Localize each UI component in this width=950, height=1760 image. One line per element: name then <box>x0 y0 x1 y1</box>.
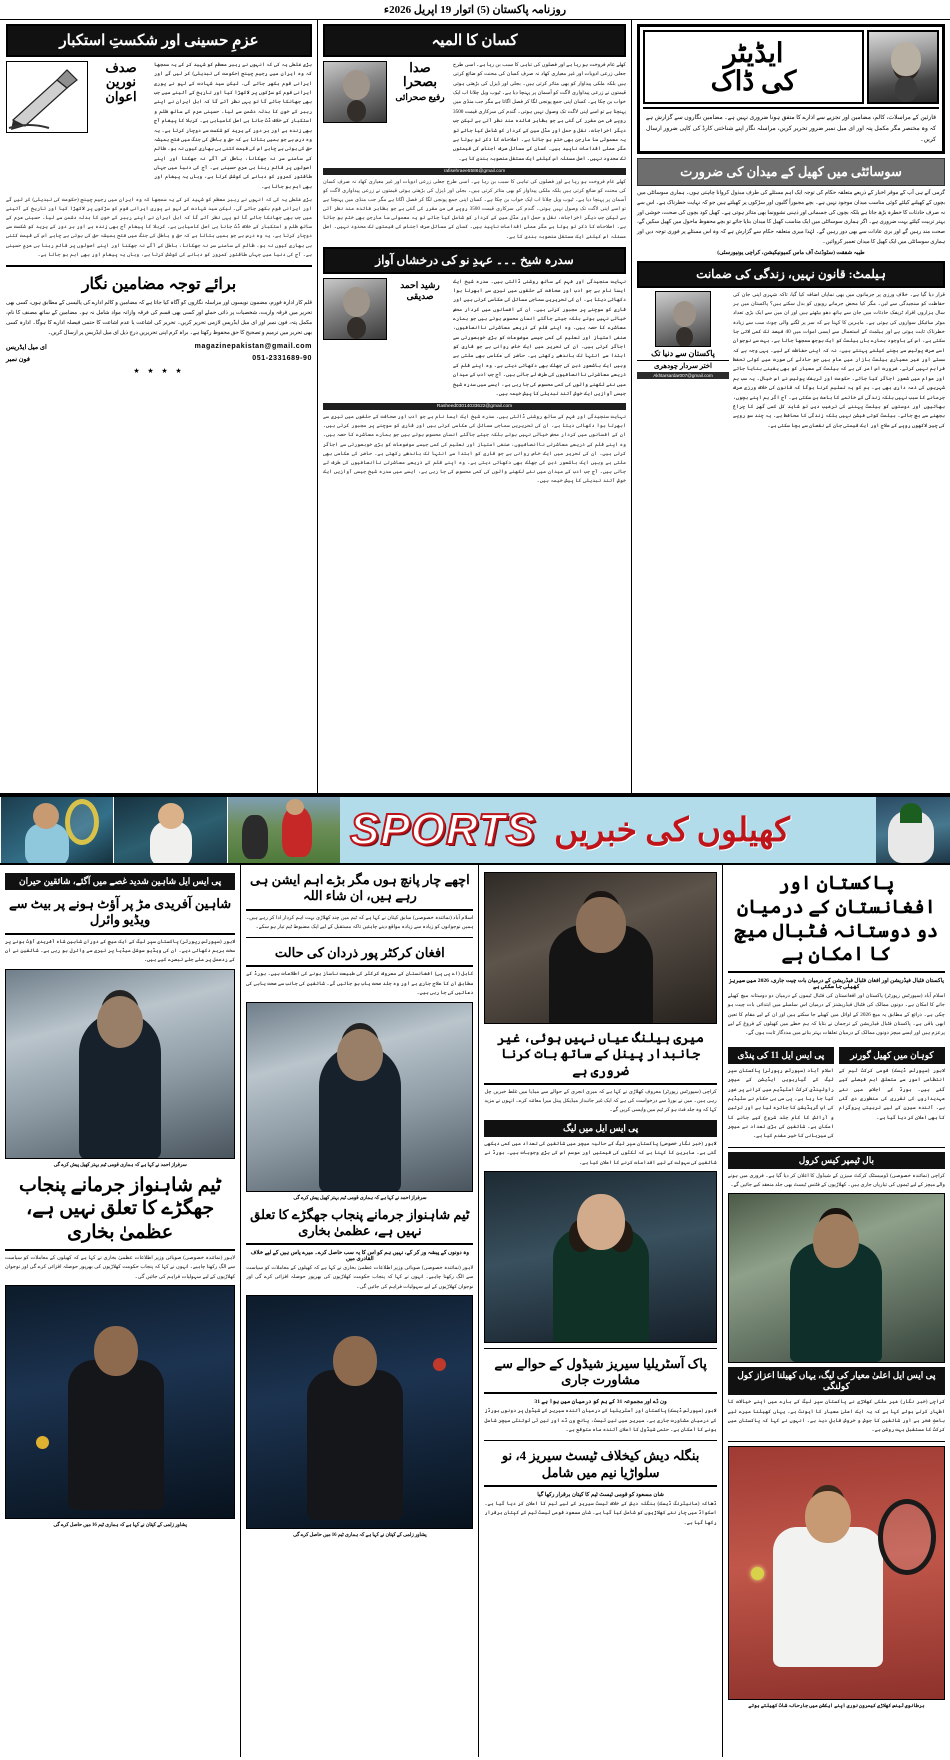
sports-brief-c-body: کراچی (نمائندہ خصوصی) ڈومیسٹک کرکٹ سیزن کے شیڈول کا اعلان کر دیا گیا ہے۔ فروری میں ہونے والے میچز کے لیے ٹیموں کی تیاریاں جاری ہیں۔ کھلاڑیوں کے فٹنس ٹیسٹ بھی جلد منعقد کیے جائیں گے۔ <box>727 1172 945 1189</box>
editors-mail-column <box>632 20 950 793</box>
article-kisan-body: کھلے عام فروخت ہو رہا ہے اور فصلوں کی تباہی کا سبب بن رہا ہے۔ اسی طرح جعلی زرعی ادویات اور غیر معیاری کھاد نہ صرف کسان کی محنت کو ضائع کرتی ہیں بلکہ ملکی پیداوار کو بھی متاثر کرتی ہیں۔ بجلی اور ڈیزل کی بڑھتی ہوئی قیمتوں نے زرعی پیداواری لاگت کو آسمان پر پہنچا دیا ہے۔ ٹیوب ویل چلانا اب ایک خواب بن چکا ہے۔ کسان اپنی جمع پونجی لگا کر فصل اگاتا ہے مگر جب منڈی میں پہنچتا ہے تو اسے اپنی لاگت تک وصول نہیں ہوتی۔ گندم کی سرکاری قیمت 3500 روپے فی من مقرر کی گئی ہے جو بظاہر فائدہ مند نظر آتی ہے لیکن جب دیگر اخراجات، نقل و حمل اور مڈل مین کے کردار کو شامل کیا جائے تو یہ معمولی سا مارجن بھی ختم ہو جاتا ہے۔ اصلاحات کا ذکر تو ہوتا ہے مگر عملی اقدامات ناپید ہیں۔ کسان کے مسائل صرف اجناس کی قیمتوں تک محدود نہیں۔ اصل مسئلہ اس کیلئے ایک مستقل منصوبہ بندی کا ہے۔ <box>323 178 626 240</box>
sports-two-briefs <box>728 1043 945 1142</box>
article-azm-lead: بڑی غلطی یہ کی کہ انہوں نے رہبر معظم کو شہید کر کے یہ سمجھا کہ وہ ایران میں رجیم چینج (حکومت کی تبدیلی) کر لیں گے اور ایرانی قوم بکھر جائے گی۔ لیکن سید شہادت کے لہو نے پوری ایرانی قوم کو سڑکوں پر لاکھڑا کیا اور تاریخ کے آئینے میں جب بھی جھانکا جائے گا تو یہی نظر آئے گا کہ اہل ایران نے اپنے رہبر کے خون کا بدلہ دشمن سے لیا۔ حسینی عزم کے ساتھ ظلم و استکبار کے خلاف ڈٹ جانا ہی اصل کامیابی ہے۔ کربلا کا پیغام آج بھی زندہ ہے اور ہر دور کے یزید کو شکست سے دوچار کرتا ہے۔ یہ وہ درس ہے جو ہمیں بتاتا ہے کہ حق و باطل کی جنگ میں فتح ہمیشہ حق کی ہوتی ہے چاہے اس کی قیمت کتنی ہی بھاری کیوں نہ ہو۔ ظالم کے سامنے سر نہ جھکانا، باطل کے آگے نہ جھکنا اور اپنے اصولوں پر قائم رہنا ہی عزمِ حسینی ہے۔ آج کی دنیا میں جہاں طاقتور کمزور کو دبانے کی کوشش کرتا ہے، وہاں یہ پیغام اور بھی اہم ہو جاتا ہے۔ <box>154 62 312 190</box>
tennis-photo-caption: برطانوی ٹینس کھلاڑی کیمرون نوری اپنے ایکشن میں جارحانہ شاٹ کھیلتے ہوئے <box>748 1703 925 1709</box>
tennis-man-photo <box>0 797 113 863</box>
sports-banner-word: SPORTS <box>350 805 537 854</box>
sports-item-7-headline: اچھے چار پانچ ہوں مگر بڑے اہم ایشن ہی رہے ہیں، ان شاء اللہ <box>246 869 473 911</box>
sports-divider-1 <box>722 865 723 1757</box>
article-kisan-author: رفیع صحرائی <box>395 91 445 102</box>
pen-writing-icon <box>6 61 88 133</box>
article-sidra <box>323 247 626 486</box>
writers-notice-box <box>6 265 312 375</box>
article-azm <box>6 24 312 260</box>
sports-brief-c-kicker: بال ٹیمپر کیس کرول <box>728 1152 945 1169</box>
sports-column-2 <box>479 865 721 1757</box>
writers-notice-email-label: ای میل ایڈریس <box>6 343 47 351</box>
head-coach-photo <box>246 1002 473 1192</box>
editors-mail-title-line2: کی ڈاک <box>710 66 797 96</box>
sports-item-6-body: کابل (اے پی پی) افغانستان کے معروف کرکٹر کی طبیعت ناساز ہونے کی اطلاعات ہیں۔ بورڈ کے مطابق ان کا علاج جاری ہے اور وہ جلد صحت یاب ہو جائیں گے۔ شائقین کی جانب سے صحت یابی کی دعائیں کی جا رہی ہیں۔ <box>246 971 474 997</box>
writers-notice-phone-label: فون نمبر <box>6 355 30 363</box>
article-kisan-byline <box>323 61 626 164</box>
sports-brief-a-body: لاہور (سپورٹس ڈیسک) قومی کرکٹ ٹیم کے انتظامی امور سے متعلق اہم فیصلے کیے گئے ہیں۔ بورڈ کے اجلاس میں نئے عہدیداروں کی تقرری کی منظوری دی گئی ہے۔ آئندہ سیزن کے لیے تربیتی پروگرام کا بھی اعلان کر دیا گیا ہے۔ <box>838 1067 945 1121</box>
article-sidra-email: Rasheed03014033622@gmail.com <box>323 403 626 410</box>
feature-helmet-author-card <box>637 291 729 379</box>
article-azm-byline <box>6 61 312 192</box>
article-kisan <box>323 24 626 242</box>
fast-bowler-action-photo <box>246 1295 473 1529</box>
article-sidra-author-photo <box>323 278 387 340</box>
sports-column-1 <box>723 865 950 1757</box>
editors-mail-header <box>643 30 939 109</box>
sports-item-5-body: لاہور (خبر نگار خصوصی) پاکستان سپر لیگ کے حالیہ میچز میں شائقین کی تعداد میں کمی دیکھی گئی ہے۔ ماہرین کا کہنا ہے کہ ٹکٹوں کی قیمتیں اور موسم اس کی بڑی وجوہات ہیں۔ بورڈ نے شائقین کی سہولت کے لیے اقدامات کرنے کا اعلان کیا ہے۔ <box>484 1140 717 1166</box>
sports-brief-b-body: اسلام آباد (سپورٹس رپورٹر) پاکستان سپر لیگ کے گیارہویں ایڈیشن کے میچز راولپنڈی کرکٹ اسٹیڈیم میں کرانے پر غور کیا جا رہا ہے۔ پی سی بی حکام نے سٹیڈیم کی اپ گریڈیشن کا جائزہ لیا ہے اور تزئین و آرائش کا کام جلد شروع کیے جانے کا امکان ہے۔ شائقین کی بڑی تعداد نے میچز کی میزبانی کا خیر مقدم کیا ہے۔ <box>727 1067 834 1140</box>
team-manager-caption: سرفراز احمد نے کہا ہے کہ ہماری قومی ٹیم بہتر کھیل پیش کرے گی <box>53 1162 187 1168</box>
editors-mail-note: قارئین کے مراسلات، کالم، مضامین اور تجزیے سے ادارے کا متفق ہونا ضروری نہیں ہے۔ مضامین نگاروں سے گزارش ہے کہ وہ مختصر مگر مکمل پتہ اور ای میل نمبر ضرور تحریر کریں، مراسلہ نگار اپنے شناختی کارڈ کی کاپی ضرور ارسال کریں۔ <box>646 115 936 144</box>
masthead <box>0 0 950 20</box>
article-kisan-author-photo <box>323 61 387 123</box>
left-column <box>1 20 317 793</box>
letter-playground-body: گرمی آتے ہی آپ کے موقر اخبار کے ذریعے متعلقہ حکام کی توجہ ایک اہم مسئلے کی طرف مبذول کروانا چاہتی ہوں۔ ہماری سوسائٹی میں بچوں کے کھیلنے کیلئے کوئی مناسب میدان موجود نہیں ہے۔ بچے مجبوراً گلیوں اور سڑکوں پر کھیلتے ہیں جو کہ نہایت خطرناک ہے۔ اس سے نہ صرف حادثات کا خطرہ بڑھ جاتا ہے بلکہ بچوں کی جسمانی اور ذہنی نشوونما بھی متاثر ہوتی ہے۔ کھیل کود بچوں کی صحت، خوشی اور بہتر تربیت کیلئے بہت ضروری ہے۔ اگر ہماری سوسائٹی میں ایک مناسب کھیل کا میدان بنایا جائے تو بچے محفوظ ماحول میں کھیل سکیں گے، صحت مند رہیں گے اور بری عادات سے بھی دور رہیں گے۔ لہٰذا میری متعلقہ حکام سے گزارش ہے کہ وہ اس مسئلے پر فوری توجہ دیں اور ہماری سوسائٹی میں ایک کھیل کا میدان تعمیر کروائیں۔ <box>637 190 945 245</box>
sports-item-10-headline: شاہین آفریدی مڑ پر آؤٹ ہونے پر بیٹ سے ویڈیو وائرل <box>5 893 235 935</box>
editors-mail-box <box>637 24 945 154</box>
football-players-photo <box>227 797 340 863</box>
sports-item-8-headline: پاک آسٹریلیا سیریز شیڈول کے حوالے سے مشاورت جاری <box>484 1353 716 1395</box>
writers-notice-email[interactable]: magazinepakistan@gmail.com <box>194 343 312 351</box>
sports-item-9-subline: شان مسعود کو قومی ٹیسٹ ٹیم کا کپتان برقرار رکھا گیا <box>537 1491 664 1498</box>
sports-item-5-kicker: پی ایس ایل میں لیگ <box>484 1120 716 1137</box>
feature-helmet <box>637 261 945 431</box>
article-azm-headline: عزمِ حسینی اور شکستِ استکبار <box>6 24 312 57</box>
editors-mail-title <box>643 30 864 104</box>
feature-helmet-email: Akhtarsardar007@gmail.com <box>637 372 729 379</box>
sports-lead-subhead: پاکستان فٹبال فیڈریشن اور افغان فٹبال فیڈریشن کے درمیان بات چیت جاری، 2026 میں سیریز کھیلی جا سکتی ہے <box>728 978 944 990</box>
cricket-batsman-photo <box>876 797 950 863</box>
sports-column-3 <box>241 865 478 1757</box>
feature-helmet-lead: قرار دیا گیا ہے۔ خلاف ورزی پر جرمانوں میں بھی نمایاں اضافہ کیا گیا، تاکہ شہری اپنی جان کی حفاظت کو سنجیدگی سے لیں۔ مگر کیا محض جرمانے رویوں کو بدل سکتے ہیں؟ پاکستان میں ہر سال ہزاروں افراد ٹریفک حادثات میں جان سے ہاتھ دھو بیٹھتے ہیں اور ان میں سے ایک بڑی تعداد موٹر سائیکل سواروں کی ہوتی ہے۔ ماہرین کا کہنا ہے کہ سر پر لگنے والی چوٹ سب سے زیادہ خطرناک ثابت ہوتی ہے اور ہیلمٹ کے استعمال سے ایسی اموات میں 40 فیصد تک کمی لائی جا سکتی ہے۔ اس کے باوجود ہمارے ہاں ہیلمٹ کو ایک بوجھ سمجھا جاتا ہے۔ بہت سے نوجوان اسے صرف پولیس سے بچنے کیلئے پہنتے ہیں، نہ کہ اپنی حفاظت کے لیے۔ یہی وجہ ہے کہ سستے اور غیر معیاری ہیلمٹ بازار میں عام ہیں جو حادثے کی صورت میں کوئی تحفظ فراہم نہیں کرتے۔ ضرورت اس امر کی ہے کہ ہیلمٹ کے معیار کو بھی یقینی بنایا جائے اور عوام میں شعور اجاگر کیا جائے۔ حکومت اور ٹریفک پولیس نے اس خیال۔ یہ سب ہم شہریوں کی ذمہ داری بھی ہے۔ ہم کو یہ تسلیم کرنا ہوگا کہ قانون کی خلاف ورزی صرف جرمانے کا سبب نہیں بلکہ زندگی کے خاتمے کا باعث بن سکتی ہے۔ آج اگر ہم اپنے بچوں، بھائیوں اور دوستوں کو ہیلمٹ پہننے کی ترغیب دیں تو شاید کل کسی گھر کا چراغ بجھنے سے بچ جائے۔ ہیلمٹ کوئی فیشن نہیں بلکہ زندگی کا محافظ ہے۔ یہ چند سو روپے کی چیز لاکھوں روپے کے علاج اور ایک قیمتی جان کے نقصان سے بچا سکتی ہے۔ <box>733 291 945 429</box>
sports-item-9-headline: بنگلہ دیش کیخلاف ٹیسٹ سیریز 4، نو سلواڑیا نیم میں شامل <box>484 1445 716 1487</box>
sports-item-9-body: ڈھاکہ (مانیٹرنگ ڈیسک) بنگلہ دیش کے خلاف ٹیسٹ سیریز کے لیے ٹیم کا اعلان کر دیا گیا ہے۔ اسکواڈ میں چار نئے کھلاڑیوں کو شامل کیا گیا ہے۔ شان مسعود قومی ٹیسٹ ٹیم کے کپتان برقرار رکھا گیا ہے۔ <box>484 1500 717 1526</box>
article-sidra-headline: سدرہ شیخ ۔۔۔ عہدِ نو کی درخشاں آواز <box>323 247 626 274</box>
afridi-portrait-photo <box>484 872 716 1024</box>
author-portrait-photo <box>655 291 711 347</box>
sports-item-11-headline: ٹیم شاہنواز جرمانے پنجاب جھگڑے کا تعلق نہیں ہے، عظمیٰ بخاری <box>246 1204 473 1246</box>
article-kisan-column-name: صدا بصحرا <box>402 60 438 90</box>
sports-item-11-subline: وہ دونوں کے پیشہ ور کر کے، نہیں ہم کو اس کا یہ سب حاصل کرے۔ میرے پاس ہیں کے لیے خلاف القادری میں <box>250 1250 470 1263</box>
sports-banner <box>0 795 950 865</box>
sports-item-11-body: لاہور (نمائندہ خصوصی) صوبائی وزیر اطلاعات عظمیٰ بخاری نے کہا ہے کہ کھیلوں کے معاملات کو سیاست سے الگ رکھنا چاہیے۔ انہوں نے کہا کہ پنجاب حکومت کھلاڑیوں کی بھرپور حوصلہ افزائی کرے گی اور نوجوان کھلاڑیوں کے لیے سہولیات فراہم کی جائیں گی۔ <box>246 1265 474 1290</box>
sports-item-4-body: کراچی (سپورٹس رپورٹر) معروف کھلاڑی نے کہا ہے کہ میری انجری کے حوالے سے میڈیا میں غلط خبریں چل رہی ہیں۔ میں نے بورڈ سے درخواست کی ہے کہ ایک غیر جانبدار میڈیکل پینل میرا معائنہ کرے۔ انہوں نے مزید کہا کہ وہ جلد فٹ ہو کر ٹیم میں واپسی کریں گے۔ <box>484 1088 717 1114</box>
column-divider-2 <box>317 20 318 793</box>
head-coach-caption: سرفراز احمد نے کہا ہے کہ ہماری قومی ٹیم بہتر کھیل پیش کرے گی <box>293 1195 427 1201</box>
feature-helmet-author: اختر سردار چودھری <box>637 360 729 370</box>
sports-banner-photos <box>0 797 340 863</box>
article-kisan-lead: کھلے عام فروخت ہو رہا ہے اور فصلوں کی تباہی کا سبب بن رہا ہے۔ اسی طرح جعلی زرعی ادویات اور غیر معیاری کھاد نہ صرف کسان کی محنت کو ضائع کرتی ہیں بلکہ ملکی پیداوار کو بھی متاثر کرتی ہیں۔ بجلی اور ڈیزل کی بڑھتی ہوئی قیمتوں نے زرعی پیداواری لاگت کو آسمان پر پہنچا دیا ہے۔ ٹیوب ویل چلانا اب ایک خواب بن چکا ہے۔ کسان اپنی جمع پونجی لگا کر فصل اگاتا ہے مگر جب منڈی میں پہنچتا ہے تو اسے اپنی لاگت تک وصول نہیں ہوتی۔ گندم کی سرکاری قیمت 3500 روپے فی من مقرر کی گئی ہے جو بظاہر فائدہ مند نظر آتی ہے لیکن جب دیگر اخراجات، نقل و حمل اور مڈل مین کے کردار کو شامل کیا جائے تو یہ معمولی سا مارجن بھی ختم ہو جاتا ہے۔ اصلاحات کا ذکر تو ہوتا ہے مگر عملی اقدامات ناپید ہیں۔ کسان کے مسائل صرف اجناس کی قیمتوں تک محدود نہیں۔ اصل مسئلہ اس کیلئے ایک مستقل منصوبہ بندی کا ہے۔ <box>453 62 626 162</box>
sports-brief-a-kicker: کوہان میں کھیل گورنر <box>839 1047 945 1064</box>
article-kisan-email: rafisehraee5586@gmail.com <box>323 168 626 175</box>
article-sidra-meta <box>391 278 449 302</box>
editor-portrait-photo <box>867 30 939 104</box>
sports-lead-headline: پاکستان اور افغانستان کے درمیان دو دوستانہ فٹبال میچ کا امکان ہے <box>728 869 945 973</box>
feature-helmet-column-name: پاکستان سے دنیا تک <box>651 348 715 358</box>
article-sidra-body: نہایت سنجیدگی اور فہم کے ساتھ روشنی ڈالتی ہیں۔ سدرہ شیخ ایک ایسا نام ہے جو ادب اور صحافت کے حلقوں میں تیزی سے ابھرتا ہوا دکھائی دیتا ہے۔ ان کی تحریریں سماجی مسائل کی عکاسی کرتی ہیں اور قاری کو سوچنے پر مجبور کرتی ہیں۔ ان کے افسانوں میں کردار محض خیالی نہیں ہوتے بلکہ جیتے جاگتے انسان محسوس ہوتے ہیں جو ہمارے معاشرے کا حصہ ہیں۔ وہ اپنے قلم کے ذریعے معاشرتی ناانصافیوں، صنفی امتیاز اور تعلیم کی کمی جیسے موضوعات کو بڑی خوبصورتی سے اجاگر کرتی ہیں۔ ان کی تحریر میں ایک خاص روانی ہے جو قاری کو ابتدا سے انتہا تک باندھے رکھتی ہے۔ حاضر کی عکاسی بھی ملتی ہے وہیں ایک باشعور ذہن کی جھلک بھی دکھائی دیتی ہے۔ وہ اپنے قلم کے ذریعے معاشرتی ناانصافیوں کی طرف لے جاتی ہیں۔ آج جب ادب کے میدان میں نئے لکھنے والوں کی کمی محسوس کی جا رہی ہے، ایسے میں سدرہ شیخ جیسی آوازیں ایک خوش آئند تبدیلی کا پیش خیمہ ہیں۔ <box>323 414 626 484</box>
sports-divider-line-c <box>246 937 473 938</box>
sports-item-12-headline: ٹیم شاہنواز جرمانے پنجاب جھگڑے کا تعلق نہیں ہے، عظمیٰ بخاری <box>5 1171 235 1251</box>
tennis-player-action-photo <box>728 1446 945 1700</box>
sports-item-10-body: لاہور (سپورٹس رپورٹر) پاکستان سپر لیگ کے ایک میچ کے دوران شاہین شاہ آفریدی آؤٹ ہونے پر سخت برہم دکھائی دیے۔ ان کی ویڈیو سوشل میڈیا پر تیزی سے وائرل ہو رہی ہے۔ شائقین نے ان کے ردعمل پر ملے جلے تبصرے کیے ہیں۔ <box>5 938 236 964</box>
article-kisan-meta <box>391 61 449 103</box>
letter-playground-headline: سوسائٹی میں کھیل کے میدان کی ضرورت <box>637 158 945 186</box>
sports-divider-line-a <box>484 1348 716 1349</box>
column-divider <box>631 20 632 793</box>
decorative-stars: ★ ★ ★ ★ <box>133 366 185 375</box>
writers-notice-email-row <box>6 339 312 351</box>
letter-playground <box>637 158 945 255</box>
sports-brief-b <box>728 1043 834 1142</box>
sports-divider-3 <box>240 865 241 1757</box>
sports-section <box>0 865 950 1757</box>
writers-notice-phone-row <box>6 351 312 363</box>
bowler-celebration-caption: پشاور زلمی کے کپتان نے کہا ہے کہ ہماری ٹیم 16 میں حاصل کرے گی <box>53 1522 187 1528</box>
middle-column <box>318 20 631 793</box>
sports-item-8-body: لاہور (سپورٹس ڈیسک) پاکستان اور آسٹریلیا کے درمیان آئندہ سیریز کے شیڈول پر دونوں بورڈز کے درمیان مشاورت جاری ہے۔ سیریز میں تین ٹیسٹ، پانچ ون ڈے اور تین ٹی ٹوئنٹی میچز شامل ہونے کا امکان ہے۔ حتمی شیڈول کا اعلان آئندہ ماہ متوقع ہے۔ <box>484 1408 717 1434</box>
article-kisan-headline: کسان کا المیہ <box>323 24 626 57</box>
article-azm-body: بڑی غلطی یہ کی کہ انہوں نے رہبر معظم کو شہید کر کے یہ سمجھا کہ وہ ایران میں رجیم چینج (حکومت کی تبدیلی) کر لیں گے اور ایرانی قوم بکھر جائے گی۔ لیکن سید شہادت کے لہو نے پوری ایرانی قوم کو سڑکوں پر لاکھڑا کیا اور تاریخ کے آئینے میں جب بھی جھانکا جائے گا تو یہی نظر آئے گا کہ اہل ایران نے اپنے رہبر کے خون کا بدلہ دشمن سے لیا۔ حسینی عزم کے ساتھ ظلم و استکبار کے خلاف ڈٹ جانا ہی اصل کامیابی ہے۔ کربلا کا پیغام آج بھی زندہ ہے اور ہر دور کے یزید کو شکست سے دوچار کرتا ہے۔ یہ وہ درس ہے جو ہمیں بتاتا ہے کہ حق و باطل کی جنگ میں فتح ہمیشہ حق کی ہوتی ہے چاہے اس کی قیمت کتنی ہی بھاری کیوں نہ ہو۔ ظالم کے سامنے سر نہ جھکانا، باطل کے آگے نہ جھکنا اور اپنے اصولوں پر قائم رہنا ہی عزمِ حسینی ہے۔ آج کی دنیا میں جہاں طاقتور کمزور کو دبانے کی کوشش کرتا ہے، وہاں یہ پیغام اور بھی اہم ہو جاتا ہے۔ <box>6 197 312 258</box>
writers-notice-phone: 051-2331689-90 <box>252 355 312 363</box>
editors-mail-title-line1: ایڈیٹر <box>723 37 784 68</box>
sports-item-10-kicker: پی ایس ایل شاہین شدید غصے میں آگئے، شائقین حیران <box>5 873 235 890</box>
sports-logo <box>340 797 876 863</box>
writers-notice-title: برائے توجہ مضامین نگار <box>81 275 237 293</box>
article-sidra-byline <box>323 278 626 400</box>
sports-column-4 <box>0 865 240 1757</box>
sports-brief-a <box>839 1043 945 1142</box>
feature-helmet-headline: ہیلمٹ: قانون نہیں، زندگی کی ضمانت <box>637 261 945 288</box>
sports-item-12-body: لاہور (نمائندہ خصوصی) صوبائی وزیر اطلاعات عظمیٰ بخاری نے کہا ہے کہ کھیلوں کے معاملات کو سیاست سے الگ رکھنا چاہیے۔ انہوں نے کہا کہ پنجاب حکومت کھلاڑیوں کی بھرپور حوصلہ افزائی کرے گی اور نوجوان کھلاڑیوں کے لیے سہولیات فراہم کی جائیں گی۔ <box>5 1254 236 1280</box>
sports-brief-b-kicker: پی ایس ایل 11 کی پنڈی <box>728 1047 834 1064</box>
letter-playground-credit: طیبہ شفقت (سٹوڈنٹ آف ماس کمیونیکیشن، کراچی یونیورسٹی) <box>717 249 865 256</box>
sports-banner-urdu: کھیلوں کی خبریں <box>554 813 790 849</box>
feature-helmet-byline <box>637 288 945 431</box>
writers-notice-body: قلم کار ادارہ فورم، مضمون نویسوں اور مراسلہ نگاروں کو آگاہ کیا جاتا ہے کہ مضامین و کالم ادارے کی پالیسی کے مطابق ہوں، کسی بھی تحریر میں فرقہ واریت، شخصیات پر ذاتی حملے اور کسی بھی قسم کی فرقہ وارانہ مواد شامل نہ ہو۔ مضامین کے ساتھ مصنف کا نام، مکمل پتہ، فون نمبر اور ای میل ایڈریس لازمی تحریر کریں۔ تحریر کی اشاعت یا عدم اشاعت کا حتمی فیصلہ ادارے کا ہوگا۔ ادارہ کسی بھی تحریر میں ترمیم و تصحیح کا حق محفوظ رکھتا ہے۔ براہ کرم اپنی تحریریں درج ذیل ای میل ایڈریس پر ارسال کریں۔ <box>6 299 312 337</box>
article-sidra-author: رشید احمد صدیقی <box>400 279 440 301</box>
article-azm-author: صدف نورین اعوان <box>105 60 137 104</box>
coach-portrait-photo <box>728 1193 945 1363</box>
sports-rule-2 <box>728 1441 945 1442</box>
sports-brief-d-kicker: پی ایس ایل اعلیٰ معیار کی لیگ، یہاں کھیلنا اعزاز کول کولنگی <box>728 1367 945 1395</box>
article-sidra-lead: نہایت سنجیدگی اور فہم کے ساتھ روشنی ڈالتی ہیں۔ سدرہ شیخ ایک ایسا نام ہے جو ادب اور صحافت کے حلقوں میں تیزی سے ابھرتا ہوا دکھائی دیتا ہے۔ ان کی تحریریں سماجی مسائل کی عکاسی کرتی ہیں اور قاری کو سوچنے پر مجبور کرتی ہیں۔ ان کے افسانوں میں کردار محض خیالی نہیں ہوتے بلکہ جیتے جاگتے انسان محسوس ہوتے ہیں جو ہمارے معاشرے کا حصہ ہیں۔ وہ اپنے قلم کے ذریعے معاشرتی ناانصافیوں، صنفی امتیاز اور تعلیم کی کمی جیسے موضوعات کو بڑی خوبصورتی سے اجاگر کرتی ہیں۔ ان کی تحریر میں ایک خاص روانی ہے جو قاری کو ابتدا سے انتہا تک باندھے رکھتی ہے۔ حاضر کی عکاسی بھی ملتی ہے وہیں ایک باشعور ذہن کی جھلک بھی دکھائی دیتی ہے۔ وہ اپنے قلم کے ذریعے معاشرتی ناانصافیوں کی طرف لے جاتی ہیں۔ آج جب ادب کے میدان میں نئے لکھنے والوں کی کمی محسوس کی جا رہی ہے، ایسے میں سدرہ شیخ جیسی آوازیں ایک خوش آئند تبدیلی کا پیش خیمہ ہیں۔ <box>453 278 626 397</box>
sports-item-7-body: اسلام آباد (نمائندہ خصوصی) سابق کپتان نے کہا ہے کہ ٹیم میں چند کھلاڑی بہت اہم کردار ادا کر رہے ہیں۔ ہمیں نوجوانوں کو زیادہ سے زیادہ مواقع دینے چاہئیں تاکہ مستقبل کے لیے ایک مضبوط ٹیم تیار ہو سکے۔ <box>246 914 474 930</box>
sports-divider-line-b <box>484 1440 716 1441</box>
sports-lead-body: اسلام آباد (سپورٹس رپورٹر) پاکستان اور افغانستان کی فٹبال ٹیموں کے درمیان دو دوستانہ میچ کھیلے جانے کا امکان ہے۔ دونوں ممالک کی فٹبال فیڈریشنز کے درمیان اس سلسلے میں ابتدائی بات چیت ہو چکی ہے۔ ذرائع کے مطابق یہ میچ 2026 کے اوائل میں کھیلے جا سکتے ہیں اور ان کے لیے مقام کا تعین ابھی باقی ہے۔ پاکستان فٹبال فیڈریشن کے ترجمان نے بتایا کہ ہم خطے میں کھیلوں کے فروغ کے لیے پرعزم ہیں اور ایسے میچز دونوں ممالک کے درمیان تعلقات بہتر بنانے میں مددگار ثابت ہوں گے۔ <box>727 993 945 1037</box>
article-azm-meta <box>92 61 150 104</box>
team-manager-photo <box>5 969 235 1159</box>
sports-item-4-headline: میری ہیلنگ عیاں نہیں ہوئی، غیر جانبدار پینل کے ساتھ بات کرنا ضروری ہے <box>484 1027 716 1085</box>
bowler-photo-caption: پشاور زلمی کے کپتان نے کہا ہے کہ ہماری ٹیم 16 میں حاصل کرے گی <box>293 1533 427 1539</box>
sports-divider-2 <box>478 865 479 1757</box>
sports-item-6-headline: افغان کرکٹر پور ذردان کی حالت <box>246 942 473 967</box>
sports-brief-d-body: کراچی (خبر نگار) غیر ملکی کھلاڑی نے پاکستان سپر لیگ کے بارے میں اپنے خیالات کا اظہار کرتے ہوئے کہا ہے کہ یہ ایک اعلیٰ معیار کا ایونٹ ہے۔ یہاں کھیلنا میرے لیے باعثِ فخر ہے اور شائقین کا جوش و خروش قابلِ دید ہے۔ انہوں نے کہا کہ پاکستان میں کرکٹ کا مستقبل بہت روشن ہے۔ <box>727 1399 945 1434</box>
tennis-woman-photo <box>113 797 226 863</box>
masthead-text: روزنامہ پاکستان (5) اتوار 19 اپریل 2026ء <box>383 4 567 16</box>
female-presenter-photo <box>484 1171 716 1343</box>
sports-item-8-highlight: ون ڈے اور مجموعہ 31 کے ہم کو درمیان میں ہوا ہے 31 <box>534 1399 667 1406</box>
sports-rule-1 <box>728 1147 945 1148</box>
editorial-section <box>0 20 950 795</box>
bowler-celebration-photo <box>5 1285 235 1519</box>
